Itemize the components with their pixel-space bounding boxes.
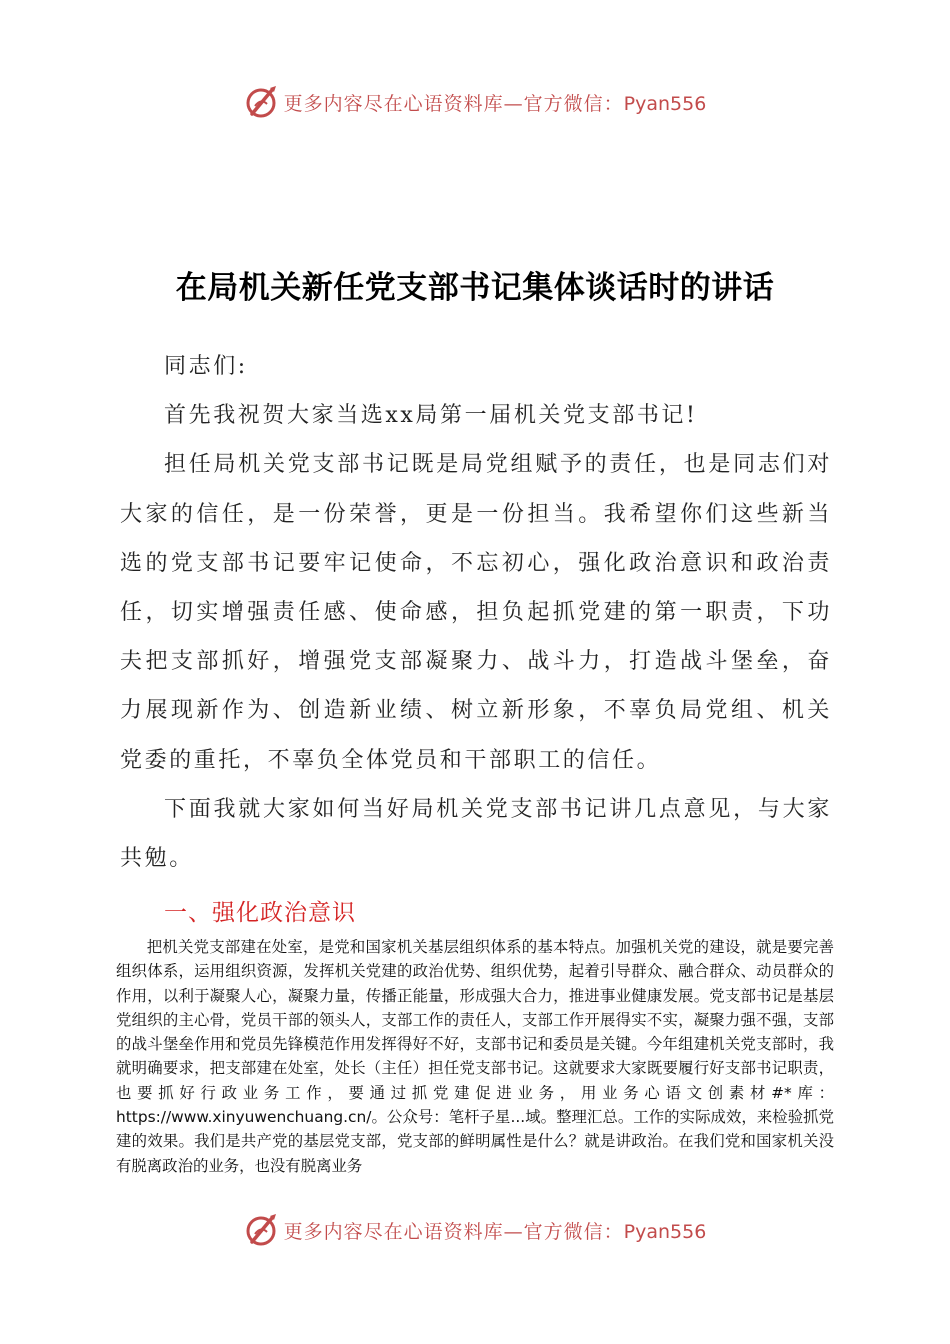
paragraph: 首先我祝贺大家当选xx局第一届机关党支部书记! [164, 403, 698, 429]
paragraph: 下面我就大家如何当好局机关党支部书记讲几点意见，与大家共勉。 [120, 796, 832, 872]
paragraph: 担任局机关党支部书记既是局党组赋予的责任，也是同志们对大家的信任，是一份荣誉，更是一份担当。我希望你们这些新当选的党支部书记要牢记使命，不忘初心，强化政治意识和政治责任，切实增强责任感、使命感，担负起抓党建的第一职责，下功夫把支部抓好，增强党支部凝聚力、战斗力，打造战斗堡垒，奋力展现新作为、创造新业绩、树立新形象，不辜负局党组、机关党委的重托，不辜负全体党员和干部职工的信任。 [120, 452, 832, 773]
banner-text: 更多内容尽在心语资料库—官方微信：Pyan556 [283, 1220, 707, 1243]
section-heading: 一、强化政治意识 [164, 900, 356, 926]
wechat-id: Pyan556 [623, 92, 707, 115]
speech-body [120, 342, 832, 883]
pen-logo-icon [244, 1212, 280, 1248]
document-title: 在局机关新任党支部书记集体谈话时的讲话 [175, 270, 775, 306]
header-banner [0, 80, 950, 124]
salutation: 同志们: [164, 354, 248, 379]
section-paragraph: 把机关党支部建在处室，是党和国家机关基层组织体系的基本特点。加强机关党的建设，就是要完善组织体系，运用组织资源，发挥机关党建的政治优势、组织优势，起着引导群众、融合群众、动员群众的作用，以利于凝聚人心，凝聚力量，传播正能量，形成强大合力，推进事业健康发展。党支部书记是基层党组织的主心骨，党员干部的领头人，支部工作的责任人，支部工作开展得实不实，凝聚力强不强，支部的战斗堡垒作用和党员先锋模范作用发挥得好不好，支部书记和委员是关键。今年组建机关党支部时，我就明确要求，把支部建在处室，处长（主任）担任党支部书记。这就要求大家既要履行好支部书记职责，也要抓好行政业务工作，要通过抓党建促进业务，用业务心语文创素材#*库：https://www.xinyuwenchuang.cn/。公众号：笔杆子星...域。整理汇总。工作的实际成效，来检验抓党建的效果。我们是共产党的基层党支部，党支部的鲜明属性是什么？就是讲政治。在我们党和国家机关没有脱离政治的业务，也没有脱离业务 [116, 938, 834, 1175]
banner-text: 更多内容尽在心语资料库—官方微信：Pyan556 [283, 92, 707, 115]
wechat-id: Pyan556 [623, 1220, 707, 1243]
section-body [116, 935, 834, 1178]
footer-banner [0, 1208, 950, 1252]
pen-logo-icon [244, 84, 280, 120]
